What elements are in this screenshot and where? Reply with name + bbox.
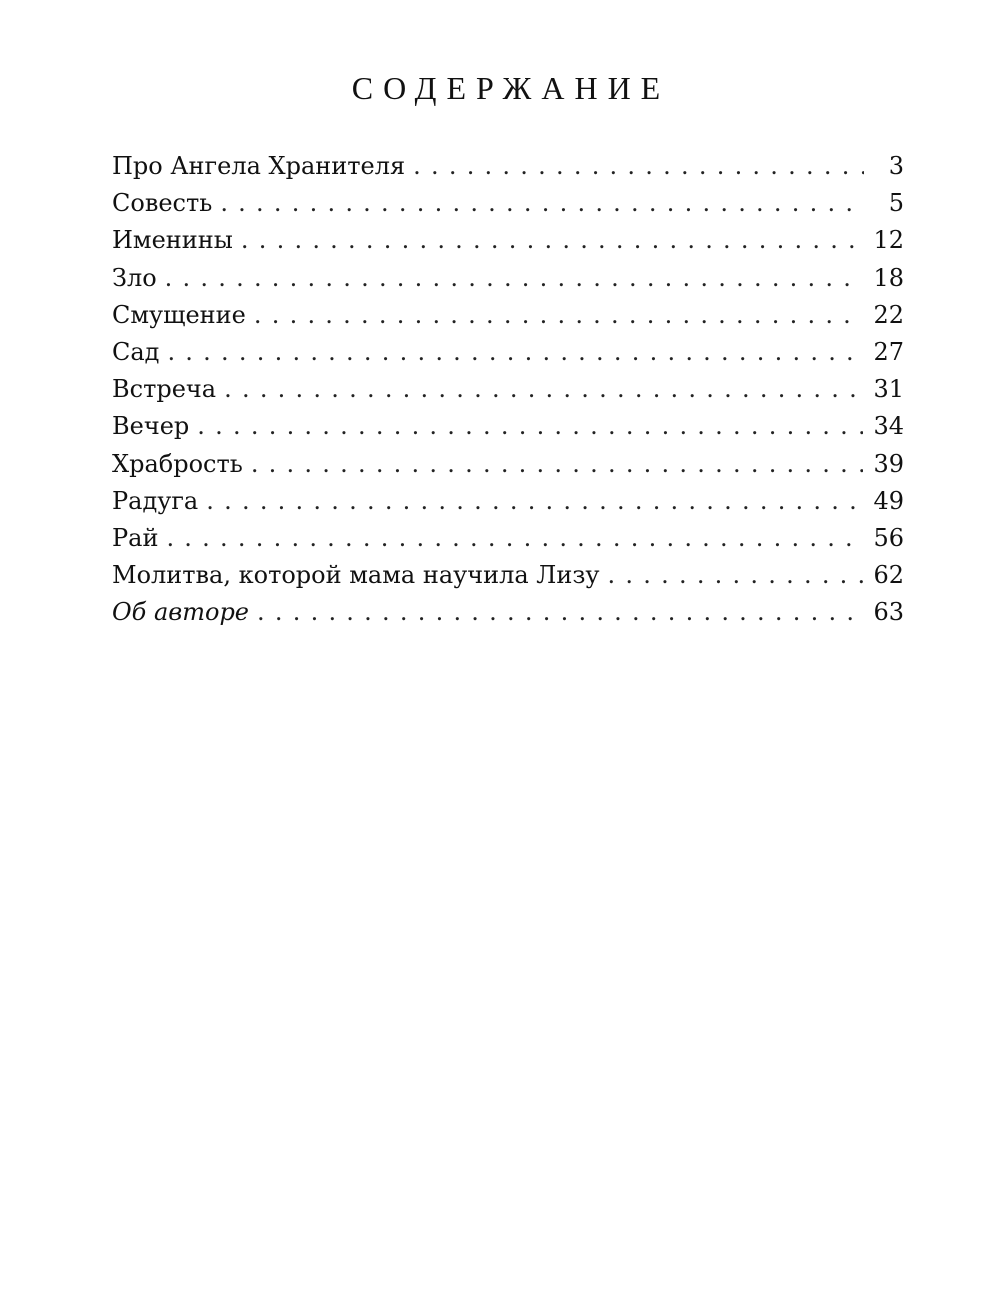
toc-dot-leader — [224, 371, 863, 408]
toc-dot-leader — [257, 594, 863, 631]
toc-dot-leader — [220, 185, 864, 222]
toc-entry — [112, 185, 904, 222]
toc-dot-leader — [206, 483, 863, 520]
toc-dot-leader — [167, 334, 863, 371]
toc-entry-title: Об авторе — [112, 598, 250, 627]
toc-entry-title: Встреча — [112, 375, 217, 404]
toc-entry-title: Рай — [112, 523, 159, 552]
toc-entry — [112, 594, 904, 631]
toc-entry-page: 63 — [873, 598, 904, 627]
toc-entry — [112, 222, 904, 259]
toc-dot-leader — [413, 148, 864, 185]
toc-entry — [112, 334, 904, 371]
toc-entry-page: 34 — [873, 412, 904, 441]
toc-entry-title: Про Ангела Хранителя — [112, 152, 406, 180]
toc-entry — [112, 408, 904, 445]
toc-entry-page: 5 — [888, 189, 904, 218]
toc-dot-leader — [197, 408, 863, 445]
toc-entry-title: Смущение — [112, 300, 246, 329]
toc-dot-leader — [241, 222, 864, 259]
toc-entry — [112, 520, 904, 557]
toc-entry-page: 39 — [873, 449, 904, 478]
toc-dot-leader — [165, 260, 864, 297]
toc-entry-title: Молитва, которой мама научила Лизу — [112, 561, 600, 590]
toc-entry-title: Именины — [112, 226, 233, 255]
table-of-contents — [112, 148, 904, 631]
toc-entry — [112, 371, 904, 408]
toc-entry-title: Зло — [112, 263, 157, 292]
toc-entry-page: 49 — [873, 486, 904, 515]
toc-entry-page: 27 — [873, 337, 904, 366]
toc-entry — [112, 557, 904, 594]
toc-entry-page: 62 — [873, 561, 904, 590]
toc-entry-title: Сад — [112, 337, 160, 366]
toc-entry — [112, 446, 904, 483]
toc-entry-page: 18 — [873, 263, 904, 292]
toc-dot-leader — [251, 446, 864, 483]
toc-entry — [112, 297, 904, 334]
toc-entry-title: Радуга — [112, 486, 199, 515]
toc-entry — [112, 260, 904, 297]
toc-entry — [112, 483, 904, 520]
toc-entry-page: 12 — [873, 226, 904, 255]
toc-entry-page: 3 — [888, 152, 904, 180]
toc-entry-title: Совесть — [112, 189, 213, 218]
toc-entry-page: 31 — [873, 375, 904, 404]
toc-entry-title: Храбрость — [112, 449, 243, 478]
toc-entry-page: 56 — [873, 523, 904, 552]
toc-dot-leader — [166, 520, 863, 557]
toc-dot-leader — [608, 557, 864, 594]
toc-dot-leader — [254, 297, 864, 334]
toc-entry-title: Вечер — [112, 412, 190, 441]
toc-entry — [112, 148, 904, 185]
toc-entry-page: 22 — [873, 300, 904, 329]
contents-heading: СОДЕРЖАНИЕ — [351, 70, 671, 106]
